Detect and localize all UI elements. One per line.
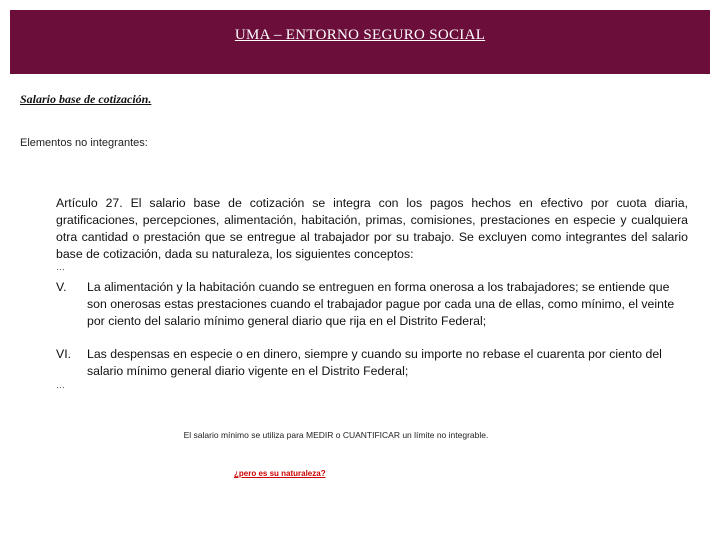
header-band: [10, 10, 710, 74]
fraction-number: VI.: [56, 347, 72, 361]
ellipsis-bottom: …: [56, 380, 65, 390]
ellipsis-top: …: [56, 262, 65, 272]
fraction-v: [56, 279, 688, 330]
fraction-number: V.: [56, 280, 67, 294]
fraction-text: Las despensas en especie o en dinero, siempre y cuando su importe no rebase el cuarenta por ciento del salario mínimo general diario vigente en el Distrito Federal;: [87, 347, 662, 378]
fraction-vi: [56, 346, 688, 380]
article-27-text: Artículo 27. El salario base de cotización se integra con los pagos hechos en efectivo por cuota diaria, gratificaciones, percepciones, alimentación, habitación, primas, comisiones, prestaciones en especie y cualquiera otra cantidad o prestación que se entregue al trabajador por su trabajo. Se excluyen como integrantes del salario base de cotización, dada su naturaleza, los siguientes conceptos:: [56, 196, 688, 261]
fraction-text: La alimentación y la habitación cuando se entreguen en forma onerosa a los trabajadores; se entiende que son onerosas estas prestaciones cuando el trabajador pague por cada una de ellas, como mínimo, el veinte por ciento del salario mínimo general diario que rija en el Distrito Federal;: [87, 280, 675, 328]
nature-question-link[interactable]: ¿pero es su naturaleza?: [234, 469, 326, 478]
section-subtitle: Salario base de cotización.: [20, 92, 152, 106]
minimum-wage-note: El salario mínimo se utiliza para MEDIR o CUANTIFICAR un límite no integrable.: [183, 430, 489, 440]
intro-text: Elementos no integrantes:: [20, 137, 148, 149]
page-title: UMA – ENTORNO SEGURO SOCIAL: [234, 27, 486, 43]
